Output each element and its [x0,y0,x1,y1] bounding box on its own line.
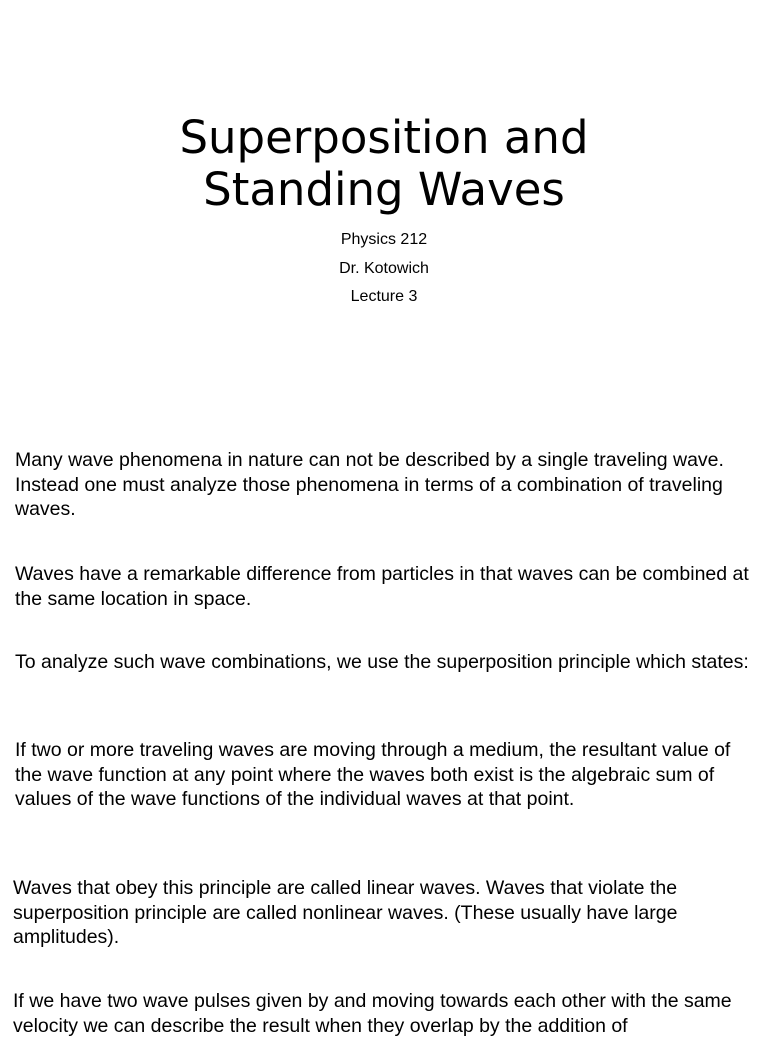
course-name: Physics 212 [340,231,428,248]
paragraph-waves-vs-particles: Waves have a remarkable difference from particles in that waves can be combined at the same location in space. [15,563,749,610]
slide-subtitle [0,228,768,314]
paragraph-wave-phenomena: Many wave phenomena in nature can not be described by a single traveling wave. Instead one must analyze those phenomena in terms of a combination of traveling waves. [15,449,724,520]
instructor-name: Dr. Kotowich [339,259,429,277]
paragraph-linear-waves: Waves that obey this principle are called linear waves. Waves that violate the superposition principle are called nonlinear waves. (These usually have large amplitudes). [13,877,678,948]
paragraph-wave-pulses: If we have two wave pulses given by and moving towards each other with the same velocity we can describe the result when they overlap by the addition of [13,990,732,1037]
paragraph-superposition-intro: To analyze such wave combinations, we use the superposition principle which states: [15,651,749,673]
paragraph-superposition-principle: If two or more traveling waves are moving through a medium, the resultant value of the wave function at any point where the waves both exist is the algebraic sum of values of the wave functions of the individual waves at that point. [15,739,731,810]
slide-title: Superposition and Standing Waves [179,111,589,216]
lecture-number: Lecture 3 [350,288,418,305]
